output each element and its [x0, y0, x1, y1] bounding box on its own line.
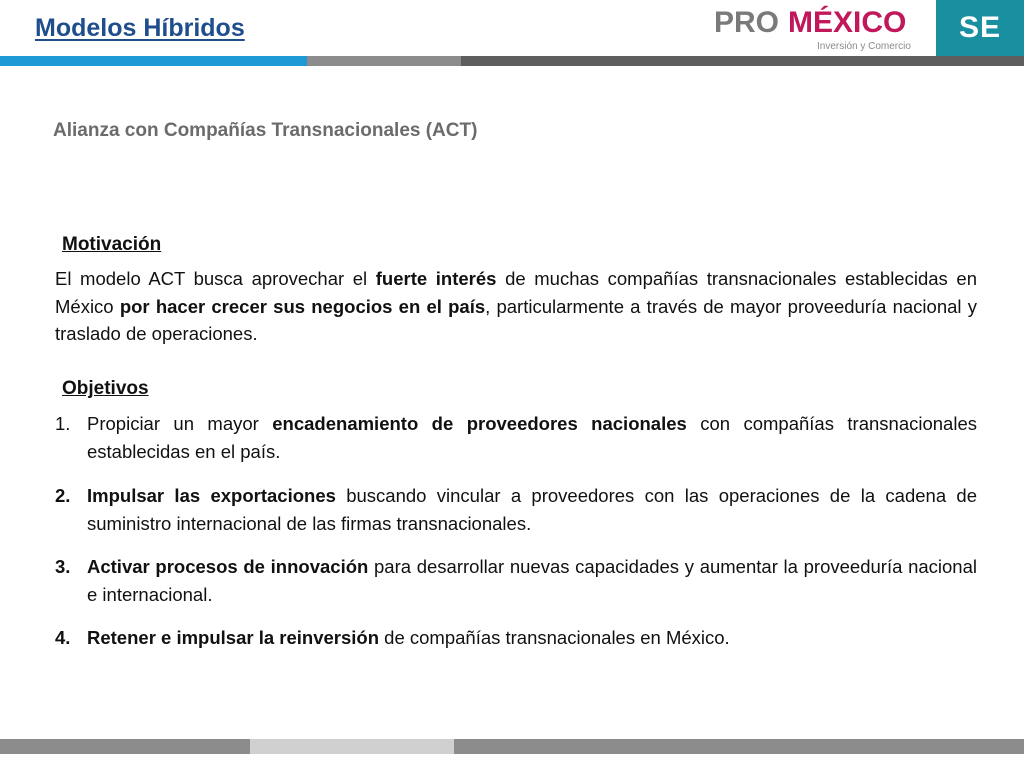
logo-tagline: Inversión y Comercio	[817, 41, 911, 52]
motivation-paragraph: El modelo ACT busca aprovechar el fuerte interés de muchas compañías transnacionales establecidas en México por hacer crecer sus negocios en el país, particularmente a través de mayor proveeduría nacional y traslado de operaciones.	[55, 268, 977, 344]
objective-item-2: 2. Impulsar las exportaciones buscando vincular a proveedores con las operaciones de la cadena de suministro internacional de las firmas transnacionales.	[55, 482, 977, 537]
promexico-logo	[712, 2, 922, 56]
slide-title: Modelos Híbridos	[35, 14, 245, 42]
logo-mexico-text: MÉXICO	[788, 6, 907, 39]
objective-item-4: 4. Retener e impulsar la reinversión de compañías transnacionales en México.	[55, 624, 977, 652]
objective-number: 4.	[55, 627, 71, 648]
logo-pro-text: PRO	[714, 6, 780, 39]
motivation-heading: Motivación	[62, 234, 162, 255]
se-logo-box	[936, 0, 1024, 56]
divider-segment-gray	[307, 56, 461, 66]
divider-segment-dark	[461, 56, 1024, 66]
objective-number: 1.	[55, 413, 71, 434]
footer-segment-light	[250, 739, 454, 754]
footer-segment-gray	[0, 739, 250, 754]
footer-bar	[0, 739, 1024, 754]
se-label: SE	[958, 11, 1002, 44]
divider-segment-blue	[0, 56, 307, 66]
objective-item-1: 1. Propiciar un mayor encadenamiento de proveedores nacionales con compañías transnacionales establecidas en el país.	[55, 410, 977, 465]
objective-number: 3.	[55, 556, 71, 577]
objective-number: 2.	[55, 485, 71, 506]
section-subtitle: Alianza con Compañías Transnacionales (ACT)	[53, 120, 478, 141]
objective-item-3: 3. Activar procesos de innovación para desarrollar nuevas capacidades y aumentar la proveeduría nacional e internacional.	[55, 553, 977, 608]
header-divider-bar	[0, 56, 1024, 66]
objectives-heading: Objetivos	[62, 378, 149, 399]
footer-segment-gray-2	[454, 739, 1024, 754]
